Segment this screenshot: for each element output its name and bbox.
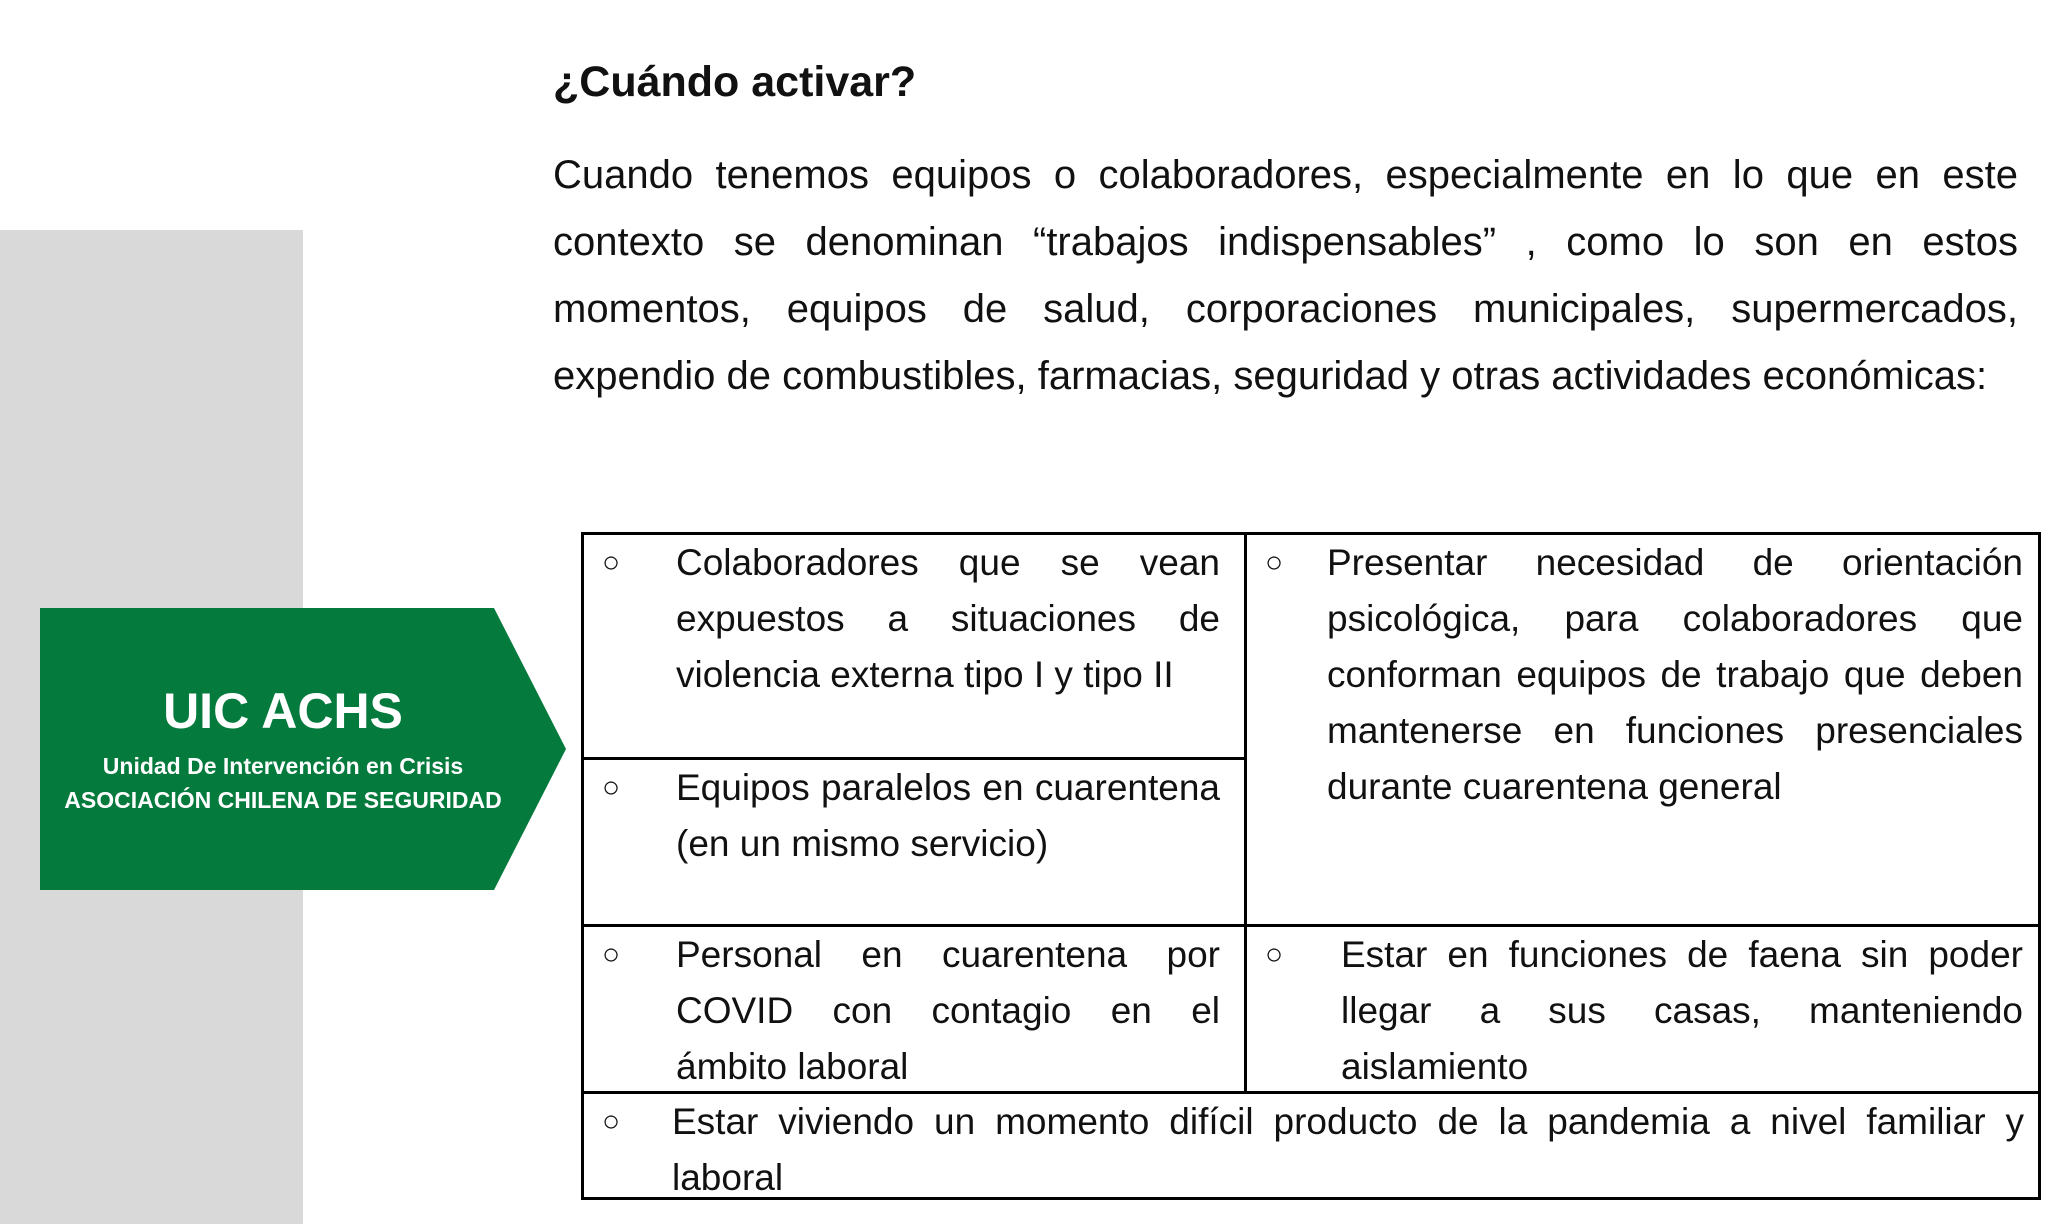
activation-cases-table: [581, 532, 2041, 1200]
intro-paragraph: Cuando tenemos equipos o colaboradores, especialmente en lo que en este contexto se denominan “trabajos indispensables” , como lo son en estos momentos, equipos de salud, corporaciones municipales, supermercados, expendio de combustibles, farmacias, seguridad y otras actividades económicas:: [553, 153, 2018, 398]
table-cell: [1247, 927, 2038, 1091]
section-heading: ¿Cuándo activar?: [553, 58, 917, 106]
circle-bullet-icon: ○: [602, 938, 621, 971]
circle-bullet-icon: ○: [1265, 546, 1284, 579]
badge-title: UIC ACHS: [163, 683, 403, 739]
badge-subtitle: Unidad De Intervención en Crisis: [102, 753, 464, 779]
table-cell: [584, 760, 1244, 924]
table-cell: [584, 927, 1244, 1091]
case-text: Colaboradores que se vean expuestos a situaciones de violencia externa tipo I y tipo II: [676, 542, 1220, 695]
table-cell: [1247, 535, 2038, 924]
table-cell: [584, 1094, 2038, 1197]
circle-bullet-icon: ○: [602, 771, 621, 804]
uic-achs-badge: [40, 608, 566, 890]
case-text: Presentar necesidad de orientación psicológica, para colaboradores que conforman equipos de trabajo que deben mantenerse en funciones presenciales durante cuarentena general: [1327, 542, 2023, 807]
circle-bullet-icon: ○: [602, 546, 621, 579]
case-text: Estar viviendo un momento difícil producto de la pandemia a nivel familiar y laboral: [672, 1101, 2024, 1198]
circle-bullet-icon: ○: [602, 1105, 621, 1138]
case-text: Estar en funciones de faena sin poder llegar a sus casas, manteniendo aislamiento: [1341, 934, 2023, 1087]
circle-bullet-icon: ○: [1265, 938, 1284, 971]
case-text: Personal en cuarentena por COVID con contagio en el ámbito laboral: [676, 934, 1220, 1087]
table-cell: [584, 535, 1244, 757]
badge-organization: ASOCIACIÓN CHILENA DE SEGURIDAD: [64, 787, 502, 813]
case-text: Equipos paralelos en cuarentena (en un mismo servicio): [676, 767, 1220, 864]
